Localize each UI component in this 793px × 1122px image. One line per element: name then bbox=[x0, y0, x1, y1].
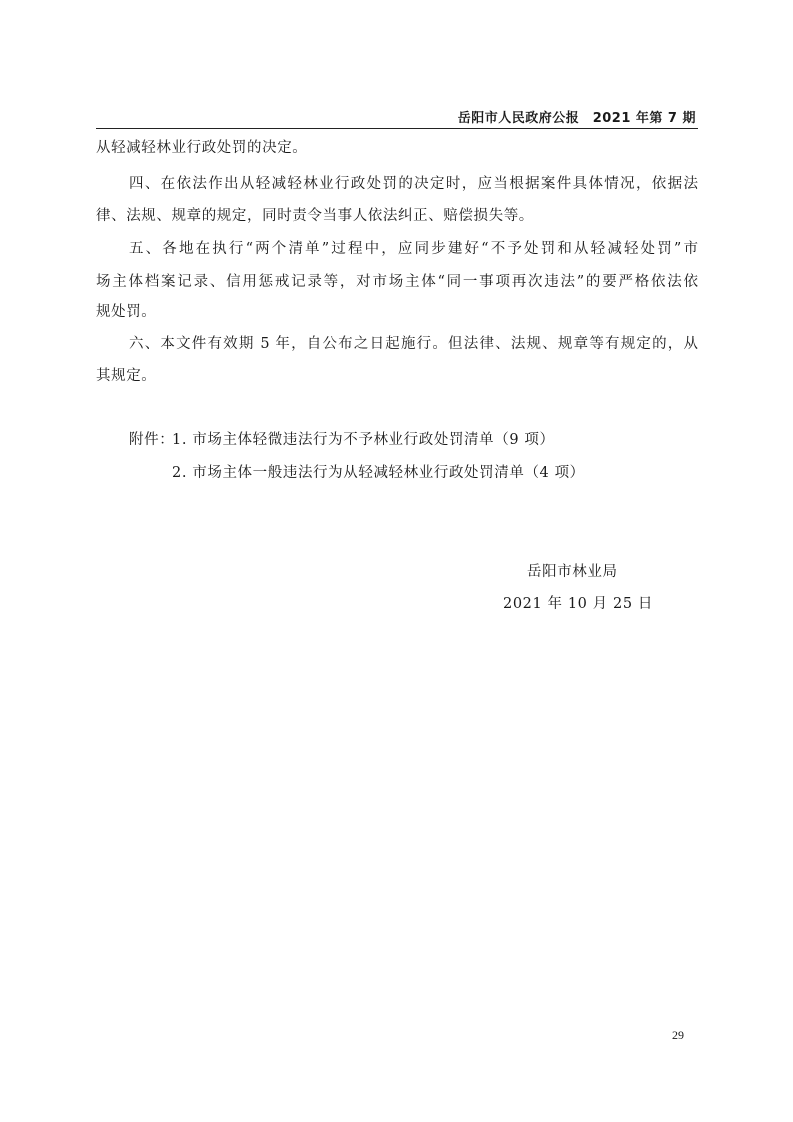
signature-date: 2021 年 10 月 25 日 bbox=[503, 596, 653, 612]
attachment-item: 2. 市场主体一般违法行为从轻减轻林业行政处罚清单（4 项） bbox=[172, 465, 585, 481]
attachments-label: 附件： bbox=[129, 432, 175, 448]
header-title: 岳阳市人民政府公报 2021 年第 7 期 bbox=[457, 111, 696, 126]
body-line: 其规定。 bbox=[96, 368, 157, 384]
body-line: 五、各地在执行“两个清单”过程中，应同步建好“不予处罚和从轻减轻处罚”市 bbox=[129, 241, 698, 257]
body-line: 六、本文件有效期 5 年，自公布之日起施行。但法律、法规、规章等有规定的，从 bbox=[129, 336, 698, 352]
body-line: 场主体档案记录、信用惩戒记录等，对市场主体“同一事项再次违法”的要严格依法依 bbox=[96, 274, 698, 290]
page-number: 29 bbox=[672, 1028, 684, 1042]
body-line: 四、在依法作出从轻减轻林业行政处罚的决定时，应当根据案件具体情况，依据法 bbox=[129, 176, 698, 192]
body-line: 律、法规、规章的规定，同时责令当事人依法纠正、赔偿损失等。 bbox=[96, 208, 534, 224]
page-header bbox=[96, 104, 698, 129]
body-line: 从轻减轻林业行政处罚的决定。 bbox=[96, 140, 308, 156]
signature-org: 岳阳市林业局 bbox=[527, 564, 618, 580]
attachment-item: 1. 市场主体轻微违法行为不予林业行政处罚清单（9 项） bbox=[172, 432, 555, 448]
body-line: 规处罚。 bbox=[96, 304, 157, 320]
